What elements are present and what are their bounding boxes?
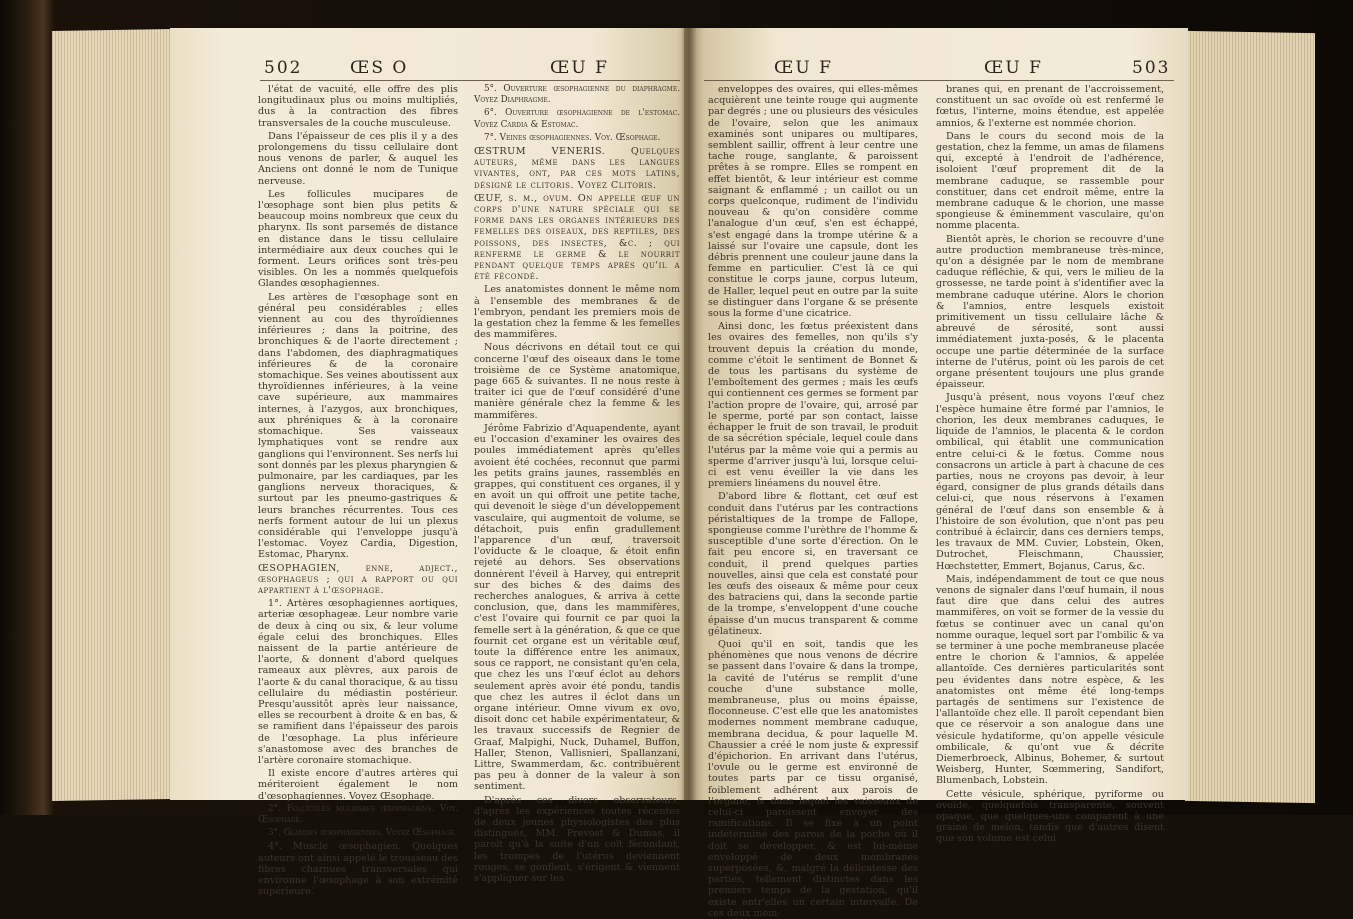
paragraph: Mais, indépendamment de tout ce que nous venons de signaler dans l'œuf humain, il nous faut dire que dans celui des autres mammifères, on voit se former de la vessie du fœtus se continuer avec un canal qu'on nomme ouraque, lequel sort par l'ombilic & va se terminer à une poche membraneuse placée entre le chorion & l'amnios, & appelée allantoïde. Ces dernières particularités sont peu évidentes dans notre espèce, & les anatomistes ont même été long-temps partagés de sentimens sur l'existence de l'allantoïde chez elle. Il paroît cependant bien que ce réservoir a son analogue dans une vésicule hydatiforme, qu'on appelle vésicule ombilicale, & qu'ont vue & décrite Diemerbroeck, Albinus, Bohemer, & surtout Weisberg, Hunter, Sœmmering, Sandifort, Blumenbach, Lobstein. <box>936 573 1164 787</box>
header-rule-right <box>704 80 1174 81</box>
paragraph: enveloppes des ovaires, qui elles-mêmes acquièrent une teinte rouge qui augmente par degrés ; une ou plusieurs des vésicules de l'ovaire, selon que les animaux examinés sont unipares ou multipares, semblent saillir, offrent à leur centre une tache rouge, sanglante, & paroissent prêtes à se rompre. Elles se rompent en effet bientôt, & leur intérieur est comme saignant & enflammé ; un caillot ou un corps quelconque, rudiment de l'individu nouveau & qu'on considère comme l'analogue d'un œuf, s'en est échappé, s'est engagé dans la trompe utérine & a laissé sur l'ovaire une capsule, dont les débris prennent une couleur jaune dans la femme en particulier. C'est là ce qui constitue le corps jaune, corpus luteum, de Haller, lequel peut en outre par la suite se distinguer dans l'organe & se présente sous la forme d'une cicatrice. <box>708 84 918 320</box>
paragraph: Cette vésicule, sphérique, pyriforme ou ovoïde, quelquefois transparente, souvent opaque, que quelques-uns comparent à une graine de melon, tandis que d'autres disent que son volume est celui <box>936 788 1164 845</box>
paragraph: Il existe encore d'autres artères qui mériteroient également le nom d'œsophagiennes. Voyez Œsophage. <box>258 768 458 802</box>
paragraph: Bientôt après, le chorion se recouvre d'une autre production membraneuse très-mince, qu'on a désignée par le nom de membrane caduque réfléchie, & qui, vers le milieu de la grossesse, ne tarde point à s'identifier avec la membrane caduque utérine. Alors le chorion & l'amnios, entre lesquels existoit primitivement un tissu cellulaire lâche & abreuvé de sérosité, sont aussi immédiatement juxta-posés, & le placenta occupe une partie déterminée de la surface interne de l'utérus, point où les parois de cet organe présentent toujours une plus grande épaisseur. <box>936 233 1164 391</box>
left-page-column-1 <box>258 84 458 898</box>
paragraph: Les anatomistes donnent le même nom à l'ensemble des membranes & de l'embryon, pendant les premiers mois de la gestation chez la femme & les femelles des mammifères. <box>474 284 680 341</box>
left-page-stack-edge <box>52 29 172 801</box>
paragraph: Jusqu'à présent, nous voyons l'œuf chez l'espèce humaine être formé par l'amnios, le chorion, les deux membranes caduques, le liquide de l'amnios, le placenta & le cordon ombilical, qui établit une communication entre celui-ci & le fœtus. Comme nous consacrons un article à part à chacune de ces parties, nous ne croyons pas devoir, à leur égard, consigner de plus grands détails dans celui-ci, que nous réservons à l'examen général de l'œuf dans son ensemble & à l'histoire de son évolution, que n'ont pas peu contribué à éclaircir, dans ces derniers temps, les travaux de MM. Cuvier, Lobstein, Oken, Dutrochet, Fleischmann, Chaussier, Hœchstetter, Emmert, Bojanus, Carus, &c. <box>936 392 1164 572</box>
running-head-left-col2: ŒU F <box>550 58 609 78</box>
paragraph: Les artères de l'œsophage sont en général peu considérables ; elles viennent au cou des thyroïdiennes inférieures ; dans la poitrine, des bronchiques & de l'aorte directement ; dans l'abdomen, des diaphragmatiques inférieures & de la coronaire stomachique. Ses veines aboutissent aux thyroïdiennes inférieures, à la veine cave supérieure, aux mammaires internes, à l'azygos, aux bronchiques, aux phréniques & à la coronaire stomachique. Ses vaisseaux lymphatiques vont se rendre aux ganglions qui l'environnent. Ses nerfs lui sont donnés par les plexus pharyngien & pulmonaire, par les cardiaques, par les ganglions nerveux thoraciques, & surtout par les pneumo-gastriques & leurs branches récurrentes. Tous ces nerfs forment autour de lui un plexus considérable qui l'enveloppe jusqu'à l'estomac. Voyez Cardia, Digestion, Estomac, Pharynx. <box>258 291 458 561</box>
paragraph: 1°. Artères œsophagiennes aortiques, arteriæ œsophageæ. Leur nombre varie de deux à cinq ou six, & leur volume égale celui des bronchiques. Elles naissent de la partie antérieure de l'aorte, & donnent d'abord quelques rameaux aux plèvres, aux parois de l'aorte & du canal thoracique, & au tissu cellulaire du médiastin postérieur. Presqu'aussitôt après leur naissance, elles se recourbent à droite & en bas, & se ramifient dans l'épaisseur des parois de l'œsophage. La plus inférieure s'anastomose avec des branches de l'artère coronaire stomachique. <box>258 598 458 766</box>
right-page-column-1 <box>708 84 918 919</box>
paragraph: 6°. Ouverture œsophagienne de l'estomac. Voyez Cardia & Estomac. <box>474 108 680 130</box>
left-page <box>170 28 698 898</box>
paragraph: 7°. Veines œsophagiennes. Voy. Œsophage. <box>484 132 661 143</box>
paragraph: 4°. Muscle œsophagien. Quelques auteurs ont ainsi appelé le trousseau des fibres charnues transversales qui environne l'œsophage à son extrémité supérieure. <box>258 841 458 898</box>
paragraph: Nous décrivons en détail tout ce qui concerne l'œuf des oiseaux dans le tome troisième de ce Système anatomique, page 665 & suivantes. Il ne nous reste à traiter ici que de l'œuf considéré d'une manière générale chez la femme & les mammifères. <box>474 342 680 421</box>
book-gutter-shadow <box>681 28 697 800</box>
paragraph: l'état de vacuité, elle offre des plis longitudinaux plus ou moins multipliés, dus à la contraction des fibres transversales de la couche musculeuse. <box>258 84 458 129</box>
right-page-column-2 <box>936 84 1164 845</box>
paragraph: Dans le cours du second mois de la gestation, chez la femme, un amas de filamens qui, excepté à l'endroit de l'adhérence, isoloient l'œuf proprement dit de la membrane caduque, se rassemble pour constituer, dans cet endroit même, entre la membrane caduque & le chorion, une masse spongieuse & éminemment vasculaire, qu'on nomme placenta. <box>936 130 1164 232</box>
right-page-stack-edge <box>1185 31 1315 803</box>
entry-heading: ŒUF, s. m., ovum. On appelle œuf un corps d'une nature spéciale qui se forme dans les organes intérieurs des femelles des oiseaux, des reptiles, des poissons, des insectes, &c. ; qui renferme le germe & le nourrit pendant quelque temps après qu'il a été fécondé. <box>474 192 680 283</box>
paragraph: D'après ces divers observateurs, d'après les expériences toutes récentes de deux jeunes physiologistes des plus distingués, MM. Prevost & Dumas, il paroît qu'à la suite d'un coït fécondant, les trompes de l'utérus deviennent rouges, se gonflent, s'érigent & viennent s'appliquer sur les <box>474 794 680 885</box>
paragraph: branes qui, en prenant de l'accroissement, constituent un sac ovoïde où est renfermé le fœtus, l'interne, moins étendue, est appelée amnios, & l'externe est nommée chorion. <box>936 84 1164 129</box>
paragraph: 2°. Follicules mucipares œsophagiens. Voy. Œsophage. <box>258 803 458 825</box>
running-head-right-col2: ŒU F <box>984 58 1043 78</box>
running-head-right-col1: ŒU F <box>774 58 833 78</box>
entry-heading: ŒSTRUM VENERIS. Quelques auteurs, même dans les langues vivantes, ont, par ces mots latins, désigné le clitoris. Voyez Clitoris. <box>474 146 680 191</box>
paragraph: 3°. Glandes œsophagiennes. Voyez Œsophage. <box>268 828 458 839</box>
paragraph: Quoi qu'il en soit, tandis que les phénomènes que nous venons de décrire se passent dans l'ovaire & dans la trompe, la cavité de l'utérus se remplit d'une couche d'une substance molle, membraneuse, plus ou moins épaisse, floconneuse. C'est elle que les anatomistes modernes nomment membrane caduque, membrana decidua, & pour laquelle M. Chaussier a créé le nom juste & expressif d'épichorion. En arrivant dans l'utérus, l'ovule ou le germe est environné de toutes parts par ce tissu organisé, foiblement adhérent aux parois de l'organe, & dans lequel les vaisseaux de celui-ci paroissent envoyer des ramifications. Il se fixe à un point indéterminé des parois de la poche où il doit se développer, & est lui-même enveloppé de deux membranes superposées, &, malgré la délicatesse des parties, tellement distinctes dans les premiers temps de la gestation, qu'il existe entr'elles un certain intervalle. De ces deux mem- <box>708 638 918 919</box>
page-number-right: 503 <box>1132 58 1171 78</box>
running-head-left-col1: ŒS O <box>350 58 409 78</box>
header-rule-left <box>260 80 680 81</box>
paragraph: 5°. Ouverture œsophagienne du diaphragme. Voyez Diaphragme. <box>474 84 680 106</box>
paragraph: Les follicules mucipares de l'œsophage sont bien plus petits & beaucoup moins nombreux que ceux du pharynx. Ils sont parsemés de distance en distance dans le tissu cellulaire intermédiaire aux deux couches qui le forment. Leurs orifices sont très-peu visibles. On les a nommés quelquefois Glandes œsophagiennes. <box>258 188 458 290</box>
right-page <box>684 28 1188 919</box>
paragraph: Jérôme Fabrizio d'Aquapendente, ayant eu l'occasion d'examiner les ovaires des poules immédiatement après qu'elles avoient été cochées, reconnut que parmi les petits grains jaunes, rassemblés en grappes, qui constituent ces organes, il y en avoit un qui offroit une petite tache, qui devenoit le siège d'un développement vasculaire, qui augmentoit de volume, se détachoit, puis enfin gradullement l'apparence d'un œuf, traversoit l'oviducte & le cloaque, & étoit enfin rejeté au dehors. Ses observations donnèrent l'éveil à Harvey, qui entreprit sur des biches & des daims des recherches analogues, & arriva à cette conclusion, que, dans les mammifères, c'est l'ovaire qui fournit ce par quoi la femelle sert à la génération, & que ce que fournit cet organe est un véritable œuf, toute la différence entre les animaux, sous ce rapport, ne consistant qu'en cela, que chez les uns l'œuf éclot au dehors seulement après avoir été pondu, tandis que chez les autres il éclot dans un organe intérieur. Omne vivum ex ovo, disoit donc cet habile expérimentateur, & les travaux successifs de Regnier de Graaf, Malpighi, Nuck, Duhamel, Buffon, Haller, Stenon, Vallisnieri, Spallanzani, Littre, Swammerdam, &c. contribuèrent pas peu à donner de la valeur à son sentiment. <box>474 422 680 793</box>
page-number-left: 502 <box>264 58 303 78</box>
left-page-column-2 <box>474 84 680 885</box>
paragraph: Dans l'épaisseur de ces plis il y a des prolongemens du tissu cellulaire dont nous venons de parler, & auquel les Anciens ont donné le nom de Tunique nerveuse. <box>258 130 458 187</box>
entry-heading: ŒSOPHAGIEN, enne, adject., œsophageus ; qui a rapport ou qui appartient à l'œsophage. <box>258 562 458 596</box>
paragraph: D'abord libre & flottant, cet œuf est conduit dans l'utérus par les contractions péristaltiques de la trompe de Fallope, spongieuse comme l'urèthre de l'homme & susceptible d'une sorte d'érection. On le fait peu encore si, en traversant ce conduit, il prend quelques parties nouvelles, ainsi que cela est constaté pour les œufs des oiseaux & même pour ceux des batraciens qui, dans la seconde partie de la trompe, s'enveloppent d'une couche épaisse d'un mucus transparent & comme gélatineux. <box>708 491 918 637</box>
paragraph: Ainsi donc, les fœtus préexistent dans les ovaires des femelles, non qu'ils s'y trouvent depuis la création du monde, comme c'étoit le sentiment de Bonnet & de tous les partisans du système de l'emboîtement des germes ; mais les œufs qui contiennent ces germes se forment par l'action propre de l'ovaire, qui, arrosé par le sperme, porté par son contact, laisse échapper le fruit de son travail, le produit de sa sécrétion spéciale, lequel coule dans l'utérus par la même voie qui a permis au sperme d'arriver jusqu'à lui, lorsque celui-ci est venu éveiller la vie dans les premiers linéamens du nouvel être. <box>708 321 918 490</box>
